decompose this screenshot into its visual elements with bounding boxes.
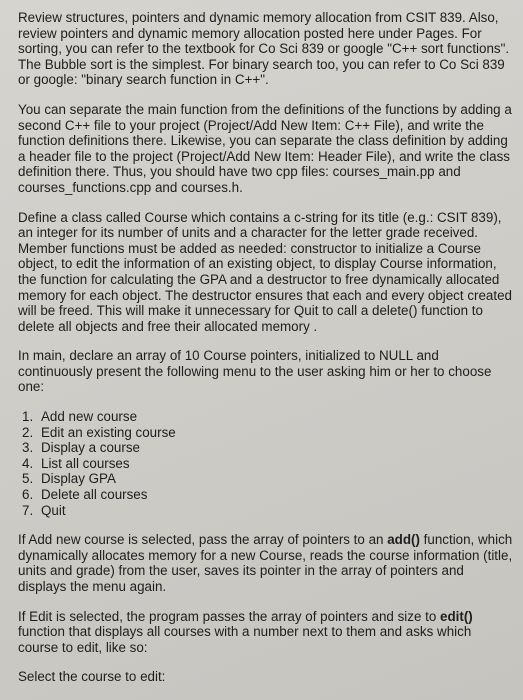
menu-options-list [18,409,513,518]
menu-option-label: Edit an existing course [41,424,176,440]
menu-option-label: Add new course [41,409,138,425]
menu-option [22,487,513,503]
menu-option-label: List all courses [41,455,130,471]
menu-option-label: Display a course [41,440,140,456]
main-function-paragraph: In main, declare an array of 10 Course pointers, initialized to NULL and continuously present the following menu to the user asking him or her to choose one: [18,348,492,395]
menu-option-number: 3. [22,440,34,456]
add-function-name: add() [387,532,420,548]
class-definition-paragraph: Define a class called Course which contains a c-string for its title (e.g.: CSIT 839), an integer for its number of units and a character for the letter grade received. Member functions must be added as needed: constructor to initialize a Course object, to edit the information of an existing object, to display Course information, the function for calculating the GPA and a destructor to free dynamically allocated memory for each object. The destructor ensures that each and every object created will be freed. This will make it unnecessary for Quit to call a delete() function to delete all objects and free their allocated memory . [18,209,512,334]
menu-option-number: 6. [22,487,34,503]
edit-course-paragraph [18,609,513,656]
menu-option-number: 2. [22,424,34,440]
add-course-paragraph [18,532,513,594]
file-separation-paragraph: You can separate the main function from the definitions of the functions by adding a second C++ file to your project (Project/Add New Item: C++ File), and write the function definitions there. Likewise, you can separate the class definition by adding a header file to the project (Project/Add New Item: Header File), and write the class definition there. Thus, you should have two cpp files: courses_main.pp and courses_functions.cpp and courses.h. [18,101,512,195]
add-course-text-start: If Add new course is selected, pass the array of pointers to an [18,532,388,548]
menu-option [22,503,513,519]
select-course-prompt: Select the course to edit: [18,669,166,685]
menu-option [22,409,513,425]
menu-option-number: 1. [22,409,34,425]
edit-course-text-end: function that displays all courses with a number next to them and asks which course to edit, like so: [18,624,472,655]
menu-option-label: Delete all courses [41,487,148,503]
edit-function-name: edit() [440,608,473,624]
intro-paragraph: Review structures, pointers and dynamic memory allocation from CSIT 839. Also, review pointers and dynamic memory allocation posted here under Pages. For sorting, you can refer to the textbook for Co Sci 839 or google "C++ sort functions". The Bubble sort is the simplest. For binary search too, you can refer to Co Sci 839 or google: "binary search function in C++". [18,10,510,88]
menu-option-label: Quit [41,502,66,518]
menu-option [22,471,513,487]
menu-option [22,456,513,472]
menu-option-number: 7. [22,502,34,518]
menu-option-number: 4. [22,455,34,471]
menu-option-number: 5. [22,471,34,487]
menu-option [22,425,513,441]
edit-course-text-start: If Edit is selected, the program passes the array of pointers and size to [18,608,441,624]
add-course-text-end: function, which dynamically allocates memory for a new Course, reads the course information (title, units and grade) from the user, saves its pointer in the array of pointers and displays the menu again. [18,532,513,594]
menu-option-label: Display GPA [41,471,116,487]
menu-option [22,440,513,456]
